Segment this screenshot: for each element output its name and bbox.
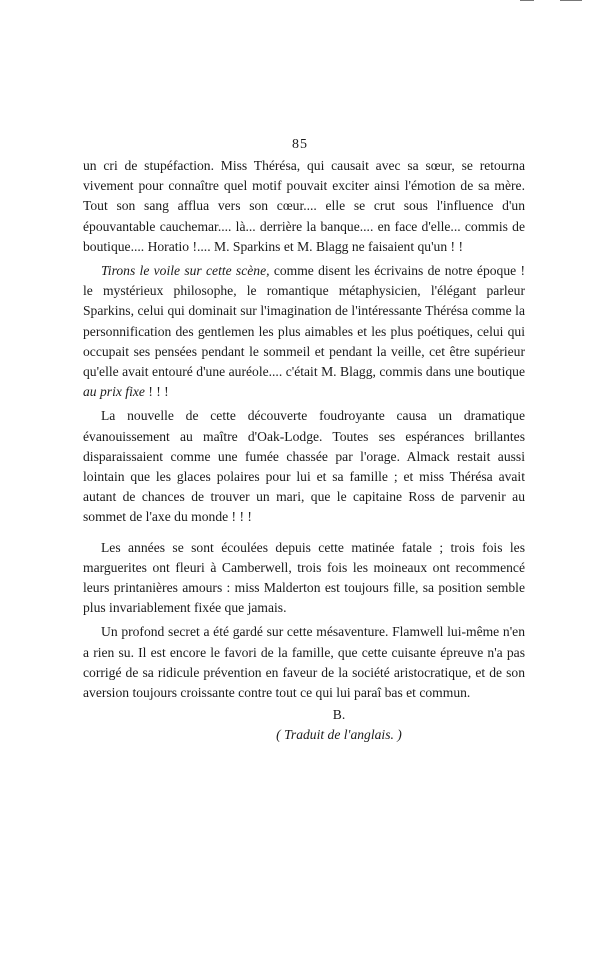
top-edge-mark: [520, 0, 534, 1]
top-edge-mark: [560, 0, 582, 1]
paragraph-text: ! ! !: [144, 384, 169, 400]
paragraph-text: Les années se sont écoulées depuis cette matinée fatale ; trois fois les marguerites ont fleuri à Camberwell, trois fois les moineaux ont recommencé leurs printanières amours : miss Malderton est toujours fille, sa position semble plus invariablement fixée que jamais.: [83, 539, 525, 616]
italic-phrase: Tirons le voile sur cette scène,: [101, 263, 270, 279]
body-text: [83, 156, 525, 746]
translation-note: ( Traduit de l'anglais. ): [276, 727, 402, 743]
paragraph-text: comme disent les écrivains de notre époque ! le mystérieux philosophe, le romantique métaphysicien, l'élégant parleur Sparkins, celui qui dominait sur l'imagination de l'intéressante Thérésa comme la personnification des gentlemen les plus aimables et les plus poétiques, celui qui occupait ses pensées pendant le sommeil et pendant la veille, cet être supérieur qu'elle avait entouré d'une auréole.... c'était M. Blagg, commis dans une boutique: [83, 263, 525, 380]
paragraph-5: [83, 622, 525, 703]
paragraph-text: Un profond secret a été gardé sur cette mésaventure. Flamwell lui-même n'en a rien su. Il est encore le favori de la famille, que cette cuisante épreuve n'a pas corrigé de sa ridicule prévention en faveur de la société aristocratique, et de son aversion toujours croissante contre tout ce qui lui paraî bas et commun.: [83, 624, 525, 701]
paragraph-2: [83, 261, 525, 402]
paragraph-3: [83, 406, 525, 527]
paragraph-text: un cri de stupéfaction. Miss Thérésa, qui causait avec sa sœur, se retourna vivement pour connaître quel motif pouvait exciter ainsi l'émotion de sa mère. Tout son sang afflua vers son cœur.... elle se crut sous l'influence d'un épouvantable cauchemar.... là... derrière la banque.... en face d'elle... commis de boutique.... Horatio !.... M. Sparkins et M. Blagg ne faisaient qu'un ! !: [83, 158, 525, 254]
italic-phrase: au prix fixe: [83, 384, 145, 400]
paragraph-1: [83, 156, 525, 257]
paragraph-text: La nouvelle de cette découverte foudroyante causa un dramatique évanouissement au maître d'Oak-Lodge. Toutes ses espérances brillantes disparaissaient comme une fumée chassée par l'orage. Almack restait aussi lointain que les glaces polaires pour lui et sa famille ; et miss Thérésa avait autant de chances de trouver un mari, que le capitaine Ross de parvenir au sommet de l'axe du monde ! ! !: [83, 408, 525, 525]
paragraph-4: [83, 538, 525, 619]
page-number: 85: [292, 137, 308, 152]
signature: B.: [332, 707, 346, 723]
